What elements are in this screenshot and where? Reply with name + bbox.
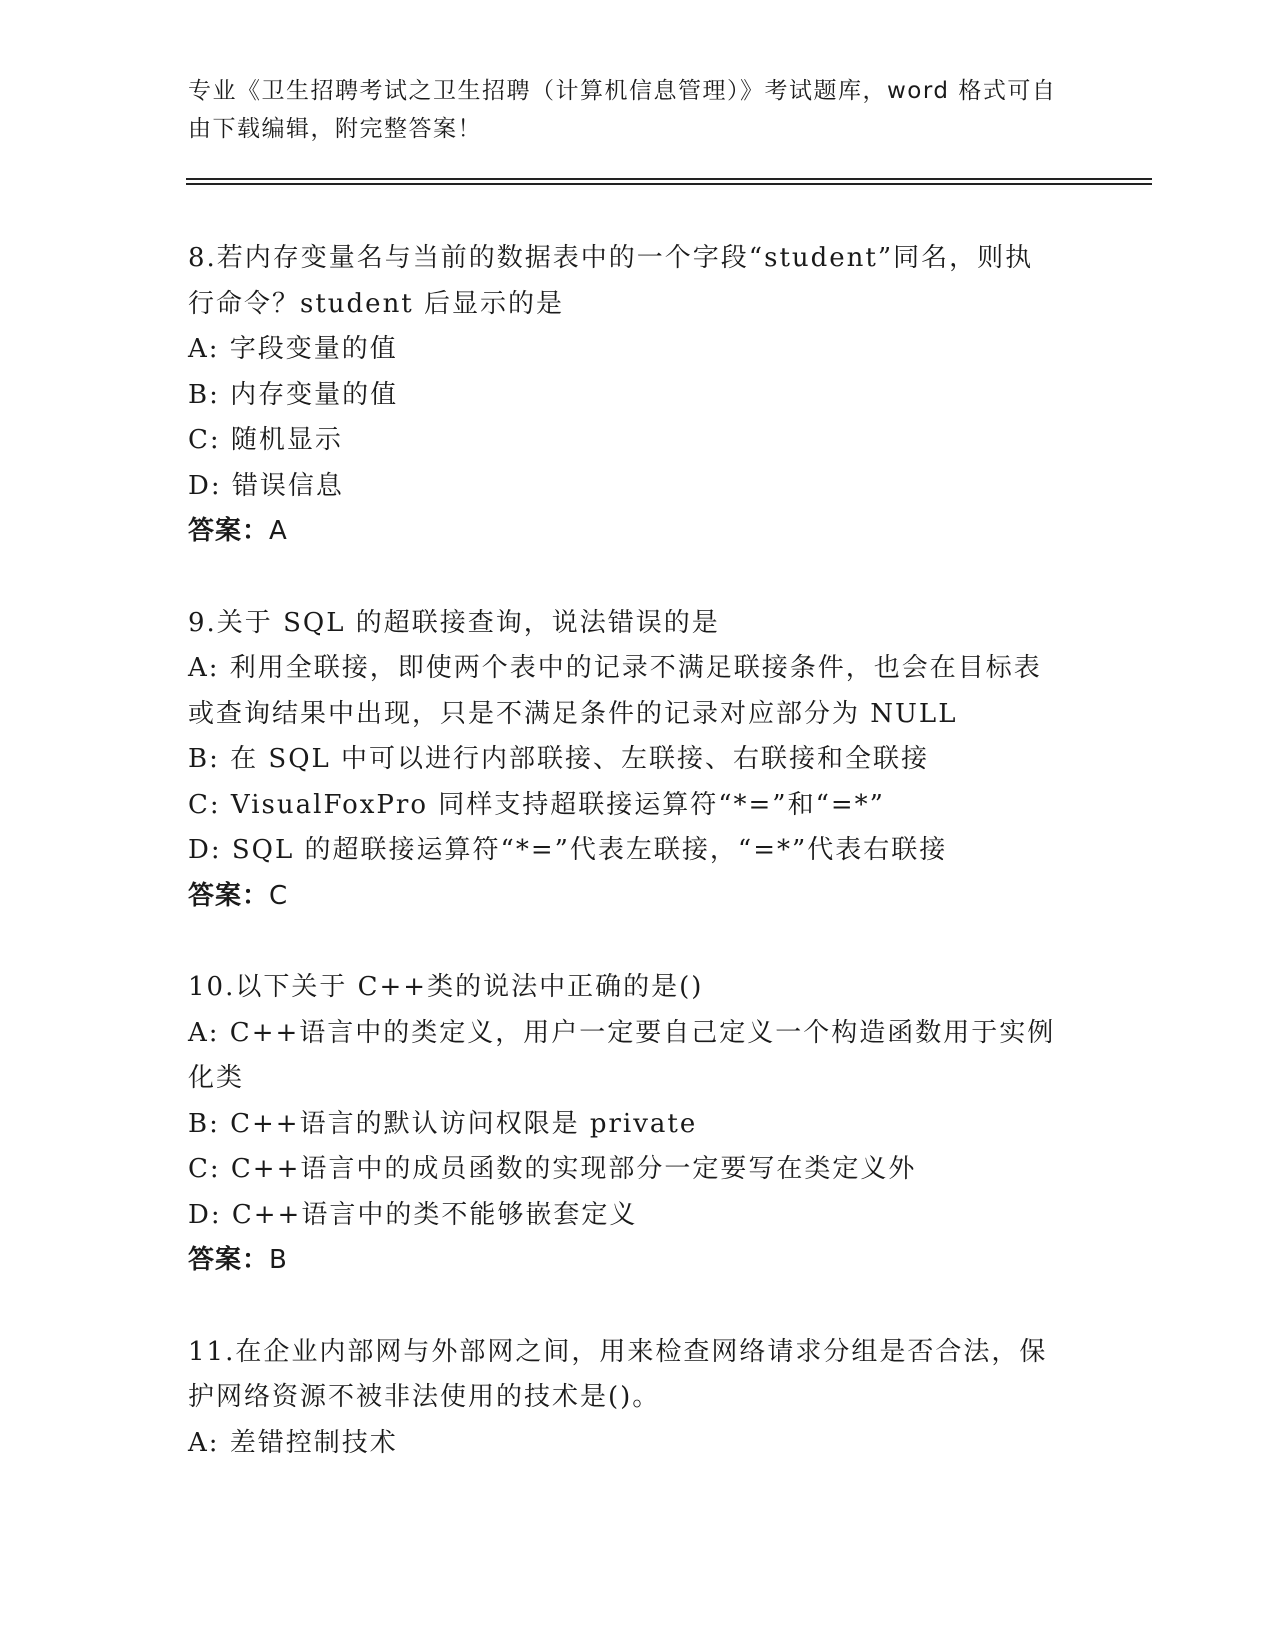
question-option: D: C++语言中的类不能够嵌套定义 bbox=[188, 1199, 638, 1230]
answer-label: 答案： bbox=[188, 880, 270, 911]
question-option: D: SQL 的超联接运算符“*=”代表左联接，“=*”代表右联接 bbox=[188, 835, 948, 865]
question-option: C: VisualFoxPro 同样支持超联接运算符“*=”和“=*” bbox=[188, 789, 885, 820]
question-option: A: C++语言中的类定义，用户一定要自己定义一个构造函数用于实例 bbox=[188, 1017, 1056, 1048]
question-block bbox=[188, 601, 1088, 920]
answer-value: B bbox=[269, 1245, 288, 1275]
question-stem: 11.在企业内部网与外部网之间，用来检查网络请求分组是否合法，保 bbox=[188, 1336, 1048, 1367]
question-stem: 10.以下关于 C++类的说法中正确的是() bbox=[188, 972, 704, 1002]
answer-value: C bbox=[269, 880, 289, 911]
question-stem: 行命令？student 后显示的是 bbox=[188, 288, 565, 319]
question-option: C: C++语言中的成员函数的实现部分一定要写在类定义外 bbox=[188, 1154, 917, 1184]
document-header bbox=[188, 72, 1068, 148]
question-option: D: 错误信息 bbox=[188, 470, 344, 501]
answer-label: 答案： bbox=[188, 516, 270, 546]
question-block bbox=[188, 1330, 1088, 1467]
answer-line bbox=[188, 1238, 1088, 1284]
question-block bbox=[188, 236, 1088, 555]
answer-value: A bbox=[269, 516, 288, 546]
header-divider-top bbox=[186, 178, 1152, 180]
question-stem: 8.若内存变量名与当前的数据表中的一个字段“student”同名，则执 bbox=[188, 243, 1034, 273]
question-option: 或查询结果中出现，只是不满足条件的记录对应部分为 NULL bbox=[188, 698, 958, 729]
question-list bbox=[188, 236, 1088, 1512]
question-option: A: 利用全联接，即使两个表中的记录不满足联接条件，也会在目标表 bbox=[188, 653, 1042, 683]
question-option: B: 在 SQL 中可以进行内部联接、左联接、右联接和全联接 bbox=[188, 744, 930, 774]
question-option: 化类 bbox=[188, 1063, 245, 1093]
question-option: C: 随机显示 bbox=[188, 425, 343, 455]
header-line-1: 专业《卫生招聘考试之卫生招聘（计算机信息管理）》考试题库，word 格式可自 bbox=[188, 78, 1057, 104]
header-divider-bottom bbox=[186, 183, 1152, 185]
answer-line bbox=[188, 874, 1088, 920]
question-option: A: 差错控制技术 bbox=[188, 1427, 398, 1458]
question-option: B: 内存变量的值 bbox=[188, 379, 399, 410]
question-block bbox=[188, 965, 1088, 1284]
question-stem: 9.关于 SQL 的超联接查询，说法错误的是 bbox=[188, 607, 720, 638]
question-option: B: C++语言的默认访问权限是 private bbox=[188, 1108, 698, 1139]
question-option: A: 字段变量的值 bbox=[188, 334, 398, 364]
question-stem: 护网络资源不被非法使用的技术是()。 bbox=[188, 1382, 661, 1412]
header-line-2: 由下载编辑，附完整答案！ bbox=[188, 116, 482, 142]
answer-line bbox=[188, 509, 1088, 555]
answer-label: 答案： bbox=[188, 1245, 270, 1275]
